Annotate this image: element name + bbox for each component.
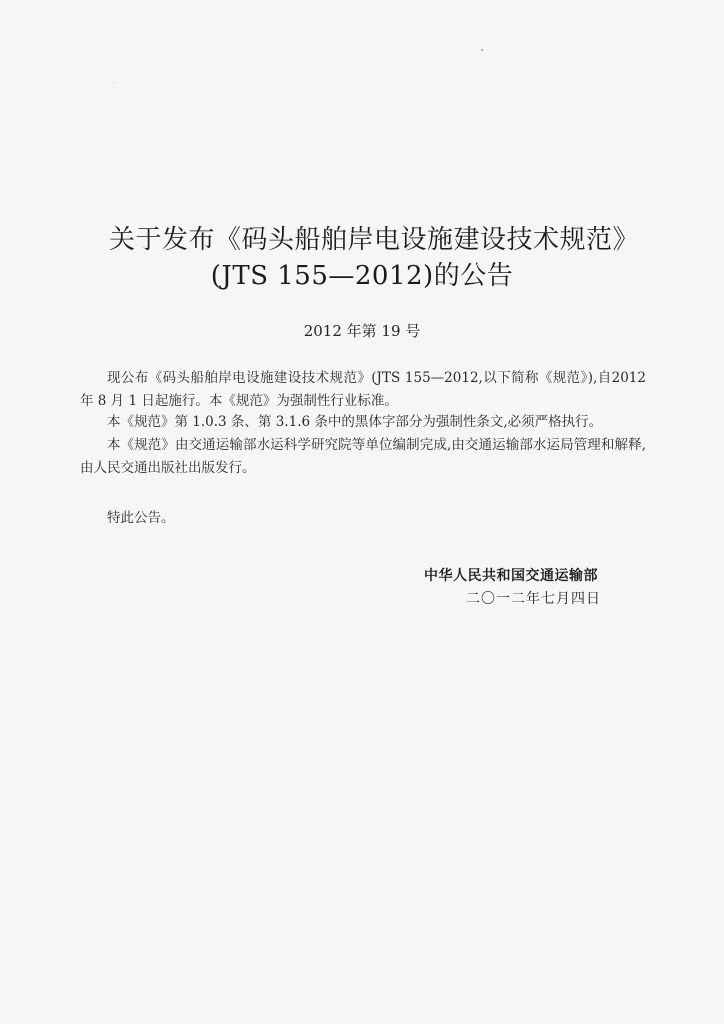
title-line-2: (JTS 155—2012)的公告 [210, 261, 514, 291]
paragraph-closing: 特此公告。 [107, 510, 175, 526]
document-number: 2012 年第 19 号 [303, 322, 421, 340]
signature-organization: 中华人民共和国交通运输部 [424, 568, 598, 584]
paragraph-compilation: 本《规范》由交通运输部水运科学研究院等单位编制完成,由交通运输部水运局管理和解释,由人民交通出版社出版发行。 [80, 437, 646, 476]
paragraph-mandatory-clauses: 本《规范》第 1.0.3 条、第 3.1.6 条中的黑体字部分为强制性条文,必须严格执行。 [107, 414, 603, 430]
signature-date: 二〇一二年七月四日 [466, 591, 601, 607]
title-line-1: 关于发布《码头船舶岸电设施建设技术规范》 [108, 225, 639, 255]
scan-speck [481, 49, 483, 51]
scan-speck [114, 82, 115, 83]
paragraph-announcement: 现公布《码头船舶岸电设施建设技术规范》(JTS 155—2012,以下简称《规范》),自2012 年 8 月 1 日起施行。本《规范》为强制性行业标准。 [80, 370, 646, 409]
